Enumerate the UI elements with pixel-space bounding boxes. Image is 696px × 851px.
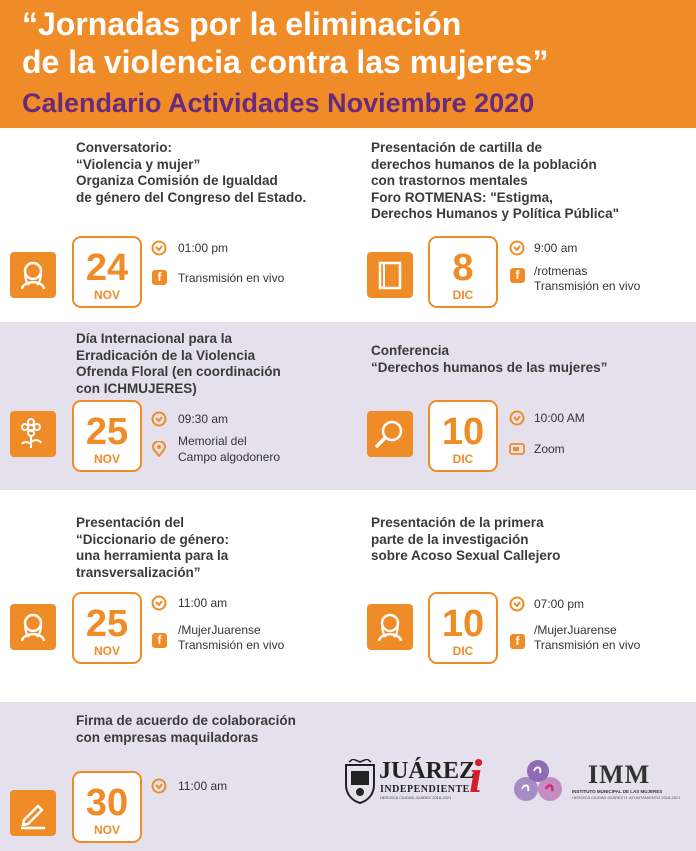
event-time: 11:00 am xyxy=(178,779,228,793)
header-title-line1: “Jornadas por la eliminación xyxy=(22,6,462,42)
clock-icon xyxy=(509,240,525,256)
date-day: 10 xyxy=(441,411,485,453)
event-detail: Zoom xyxy=(534,442,565,456)
event-title: Firma de acuerdo de colaboración con empresas maquiladoras xyxy=(76,713,296,745)
event-detail: Transmisión en vivo xyxy=(534,638,641,652)
clock-icon xyxy=(151,411,167,427)
event-detail: /rotmenas xyxy=(534,264,588,278)
event-title: Conversatorio: “Violencia y mujer” Organiza Comisión de Igualdad de género del Congreso del Estado. xyxy=(76,140,307,205)
woman-icon xyxy=(10,604,56,650)
date-box xyxy=(72,771,142,843)
event-time: 10:00 AM xyxy=(534,411,585,425)
date-box xyxy=(72,592,142,664)
imm-wordmark: IMM xyxy=(588,760,651,789)
facebook-icon: f xyxy=(510,634,525,649)
event-time: 09:30 am xyxy=(178,412,229,426)
flower-icon xyxy=(10,411,56,457)
date-month: DIC xyxy=(452,644,474,658)
location-pin-icon xyxy=(151,441,167,457)
event-detail: /MujerJuarense xyxy=(178,623,261,637)
event-time: 11:00 am xyxy=(178,596,228,610)
clock-icon xyxy=(151,778,167,794)
date-month: NOV xyxy=(93,823,120,837)
imm-subtitle: INSTITUTO MUNICIPAL DE LAS MUJERES xyxy=(572,789,663,794)
imm-logo xyxy=(512,757,686,807)
event-time: 9:00 am xyxy=(534,241,578,255)
date-month: NOV xyxy=(93,452,120,466)
header-title-line2: de la violencia contra las mujeres” xyxy=(22,44,549,80)
date-box xyxy=(72,400,142,472)
date-box xyxy=(428,592,498,664)
header-banner xyxy=(0,0,696,128)
magnifier-icon xyxy=(367,411,413,457)
pen-icon xyxy=(10,790,56,836)
booklet-icon xyxy=(367,252,413,298)
date-day: 8 xyxy=(452,247,474,289)
juarez-i-mark: i xyxy=(469,750,483,803)
event-detail: Transmisión en vivo xyxy=(178,638,285,652)
event-time: 07:00 pm xyxy=(534,597,585,611)
date-day: 30 xyxy=(85,782,129,824)
juarez-subtitle: INDEPENDIENTE xyxy=(380,784,470,795)
imm-small-text: HEROICA CIUDAD JUÁREZ H. AYUNTAMIENTO 2018-2021 xyxy=(572,795,681,800)
woman-icon xyxy=(10,252,56,298)
date-box xyxy=(428,400,498,472)
date-month: NOV xyxy=(93,288,120,302)
date-month: DIC xyxy=(452,452,474,466)
clock-icon xyxy=(509,410,525,426)
date-month: NOV xyxy=(93,644,120,658)
imm-symbol-icon xyxy=(512,759,566,805)
event-title: Presentación de la primera parte de la investigación sobre Acoso Sexual Callejero xyxy=(371,515,561,563)
date-box xyxy=(428,236,498,308)
juarez-wordmark: JUÁREZ xyxy=(379,758,476,784)
date-month: DIC xyxy=(452,288,474,302)
juarez-small-text: HEROICA CIUDAD JUÁREZ 2018-2021 xyxy=(380,795,452,800)
event-detail: Campo algodonero xyxy=(178,450,281,464)
facebook-icon: f xyxy=(152,270,167,285)
date-day: 24 xyxy=(85,247,129,289)
date-box xyxy=(72,236,142,308)
event-detail: /MujerJuarense xyxy=(534,623,617,637)
event-detail: Transmisión en vivo xyxy=(534,279,641,293)
date-day: 25 xyxy=(85,411,129,453)
event-title: Presentación de cartilla de derechos humanos de la población con trastornos mentales Foro ROTMENAS: "Estigma, Derechos Humanos y Política Pública" xyxy=(371,140,619,221)
date-day: 10 xyxy=(441,603,485,645)
event-title: Conferencia “Derechos humanos de las mujeres” xyxy=(371,343,608,375)
event-time: 01:00 pm xyxy=(178,241,229,255)
clock-icon xyxy=(151,240,167,256)
clock-icon xyxy=(509,596,525,612)
event-detail: Transmisión en vivo xyxy=(178,271,285,285)
clock-icon xyxy=(151,595,167,611)
coat-of-arms-icon xyxy=(343,759,377,805)
event-title: Presentación del “Diccionario de género: una herramienta para la transversalización” xyxy=(76,515,230,580)
facebook-icon: f xyxy=(510,268,525,283)
woman-icon xyxy=(367,604,413,650)
header-subtitle: Calendario Actividades Noviembre 2020 xyxy=(22,88,535,118)
event-detail: Memorial del xyxy=(178,434,247,448)
facebook-icon: f xyxy=(152,633,167,648)
event-title: Día Internacional para la Erradicación de la Violencia Ofrenda Floral (en coordinación con ICHMUJERES) xyxy=(76,331,281,396)
juarez-logo xyxy=(343,750,493,813)
date-day: 25 xyxy=(85,603,129,645)
video-camera-icon xyxy=(509,441,525,457)
